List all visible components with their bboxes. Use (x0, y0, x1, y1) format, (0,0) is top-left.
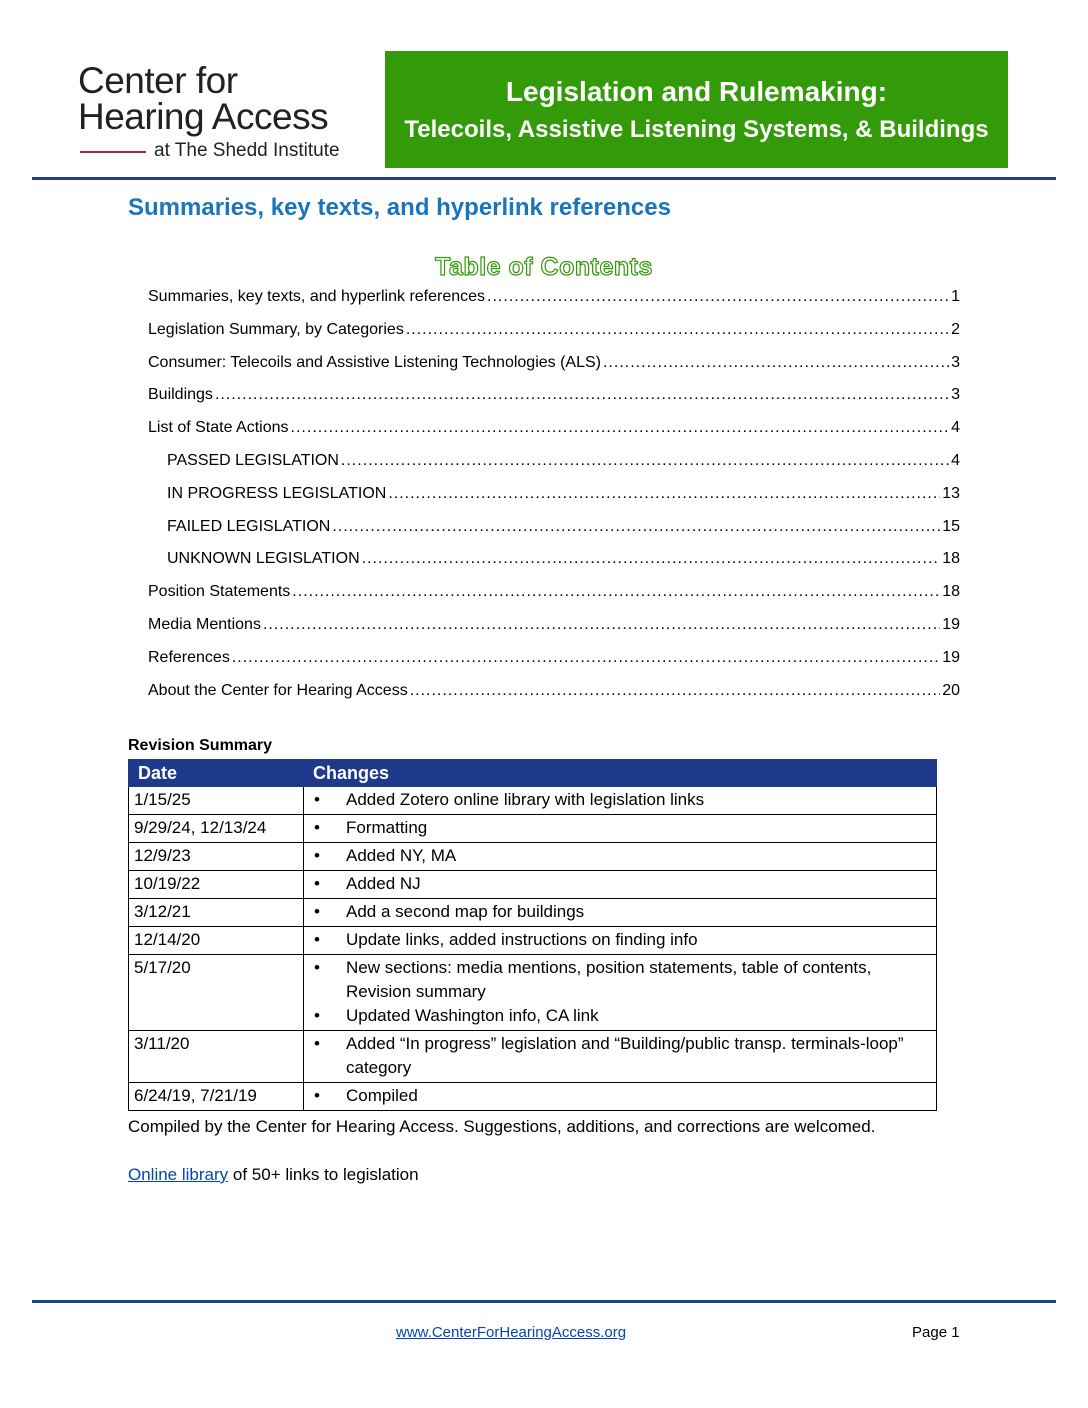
bullet-icon: • (314, 818, 320, 837)
toc-subentry[interactable] (148, 548, 960, 581)
table-row (129, 927, 937, 955)
change-text: Updated Washington info, CA link (346, 1006, 599, 1025)
logo-subtitle: at The Shedd Institute (154, 140, 340, 161)
bullet-icon: • (314, 1034, 320, 1053)
toc-entry[interactable] (148, 417, 960, 450)
bullet-icon: • (314, 958, 320, 977)
toc-entry[interactable] (148, 286, 960, 319)
toc-entry[interactable] (148, 352, 960, 385)
bullet-icon: • (314, 1086, 320, 1105)
revision-date: 5/17/20 (129, 955, 304, 1031)
change-text: Added NJ (346, 874, 421, 893)
toc-entry[interactable] (148, 680, 960, 713)
change-item (309, 956, 931, 1004)
online-library-link[interactable]: Online library (128, 1165, 229, 1184)
footer-divider (32, 1300, 1056, 1303)
toc-entry[interactable] (148, 384, 960, 417)
toc-subentry[interactable] (148, 483, 960, 516)
banner-title: Legislation and Rulemaking: (505, 76, 888, 107)
change-item (309, 788, 931, 812)
change-text: Formatting (346, 818, 428, 837)
change-item (309, 1084, 931, 1108)
revision-changes (304, 955, 937, 1031)
toc-entry[interactable] (148, 614, 960, 647)
toc-entry-label: References (148, 648, 230, 666)
toc-entry-page: 18 (942, 550, 960, 568)
toc-entry-label: List of State Actions (148, 419, 289, 437)
toc-leader (410, 680, 941, 702)
logo-line1: Center for (78, 60, 238, 101)
toc-entry-page: 15 (942, 517, 960, 535)
table-row (129, 1083, 937, 1111)
date-column-header: Date (129, 760, 304, 787)
toc-entry-label: PASSED LEGISLATION (167, 451, 339, 469)
toc-entry-label: Position Statements (148, 583, 291, 601)
toc-leader (292, 581, 940, 603)
footer-website-link[interactable]: www.CenterForHearingAccess.org (396, 1324, 627, 1341)
change-item (309, 844, 931, 868)
change-text: Compiled (346, 1086, 418, 1105)
toc-entry-page: 3 (951, 386, 960, 404)
table-of-contents (148, 286, 960, 712)
revision-changes (304, 871, 937, 899)
change-item (309, 928, 931, 952)
toc-entry[interactable] (148, 647, 960, 680)
table-row (129, 1031, 937, 1083)
toc-entry-page: 2 (951, 320, 960, 338)
revision-changes (304, 815, 937, 843)
table-row (129, 871, 937, 899)
revision-date: 12/9/23 (129, 843, 304, 871)
changes-column-header: Changes (304, 760, 937, 787)
bullet-icon: • (314, 930, 320, 949)
table-row (129, 787, 937, 815)
revision-date: 1/15/25 (129, 787, 304, 815)
change-item (309, 900, 931, 924)
toc-leader (215, 384, 949, 406)
revision-date: 10/19/22 (129, 871, 304, 899)
revision-changes (304, 1083, 937, 1111)
toc-leader (341, 450, 949, 472)
revision-changes (304, 1031, 937, 1083)
banner-subtitle: Telecoils, Assistive Listening Systems, & Buildings (404, 116, 989, 143)
toc-leader (232, 647, 940, 669)
toc-leader (487, 286, 949, 308)
logo-line2: Hearing Access (78, 96, 329, 137)
toc-entry-label: FAILED LEGISLATION (167, 517, 331, 535)
bullet-icon: • (314, 874, 320, 893)
toc-subentry[interactable] (148, 450, 960, 483)
toc-entry[interactable] (148, 581, 960, 614)
header-divider (32, 177, 1056, 180)
toc-entry-page: 19 (942, 615, 960, 633)
change-text: Added “In progress” legislation and “Building/public transp. terminals-loop” category (346, 1034, 904, 1077)
revision-date: 3/12/21 (129, 899, 304, 927)
toc-entry-page: 19 (942, 648, 960, 666)
toc-subentry[interactable] (148, 516, 960, 549)
revision-changes (304, 787, 937, 815)
revision-header-row (129, 760, 937, 787)
online-library-text: of 50+ links to legislation (228, 1165, 419, 1184)
change-text: New sections: media mentions, position statements, table of contents, Revision summary (346, 958, 872, 1001)
revision-date: 3/11/20 (129, 1031, 304, 1083)
table-row (129, 843, 937, 871)
change-item (309, 1004, 931, 1028)
toc-leader (406, 319, 949, 341)
bullet-icon: • (314, 1006, 320, 1025)
change-item (309, 816, 931, 840)
toc-title: Table of Contents (435, 253, 653, 281)
toc-entry-label: Media Mentions (148, 615, 261, 633)
change-text: Update links, added instructions on finding info (346, 930, 698, 949)
revision-date: 9/29/24, 12/13/24 (129, 815, 304, 843)
compiled-note: Compiled by the Center for Hearing Access. Suggestions, additions, and corrections are welcomed. (128, 1117, 876, 1136)
revision-changes (304, 927, 937, 955)
bullet-icon: • (314, 790, 320, 809)
toc-entry-page: 4 (951, 419, 960, 437)
toc-entry-label: IN PROGRESS LEGISLATION (167, 484, 387, 502)
toc-entry-label: Summaries, key texts, and hyperlink references (148, 288, 486, 305)
revision-date: 6/24/19, 7/21/19 (129, 1083, 304, 1111)
logo (78, 62, 368, 162)
toc-entry-label: Buildings (148, 386, 213, 404)
toc-entry-page: 1 (951, 288, 960, 305)
change-item (309, 1032, 931, 1080)
toc-entry-label: UNKNOWN LEGISLATION (167, 550, 360, 568)
section-heading: Summaries, key texts, and hyperlink references (128, 194, 671, 221)
table-row (129, 899, 937, 927)
online-library-line (128, 1165, 419, 1185)
change-item (309, 872, 931, 896)
revision-changes (304, 843, 937, 871)
toc-entry-page: 3 (951, 353, 960, 371)
toc-entry-page: 13 (942, 484, 960, 502)
revision-table (128, 759, 937, 1111)
toc-entry-label: Legislation Summary, by Categories (148, 320, 404, 338)
change-text: Added NY, MA (346, 846, 457, 865)
change-text: Added Zotero online library with legislation links (346, 790, 705, 809)
title-banner (385, 51, 1008, 168)
revision-changes (304, 899, 937, 927)
table-row (129, 955, 937, 1031)
toc-leader (263, 614, 940, 636)
change-text: Add a second map for buildings (346, 902, 585, 921)
page-number: Page 1 (912, 1324, 960, 1341)
toc-leader (332, 516, 940, 538)
toc-entry-page: 4 (951, 451, 960, 469)
revision-summary-label: Revision Summary (128, 737, 273, 754)
bullet-icon: • (314, 846, 320, 865)
revision-date: 12/14/20 (129, 927, 304, 955)
toc-leader (603, 352, 949, 374)
toc-leader (388, 483, 940, 505)
toc-leader (362, 548, 941, 570)
toc-entry-page: 18 (942, 583, 960, 601)
toc-entry-label: Consumer: Telecoils and Assistive Listening Technologies (ALS) (148, 353, 601, 371)
logo-rule (80, 151, 146, 153)
toc-leader (291, 417, 950, 439)
table-row (129, 815, 937, 843)
toc-entry[interactable] (148, 319, 960, 352)
toc-entry-page: 20 (942, 681, 960, 699)
bullet-icon: • (314, 902, 320, 921)
toc-entry-label: About the Center for Hearing Access (148, 681, 408, 699)
